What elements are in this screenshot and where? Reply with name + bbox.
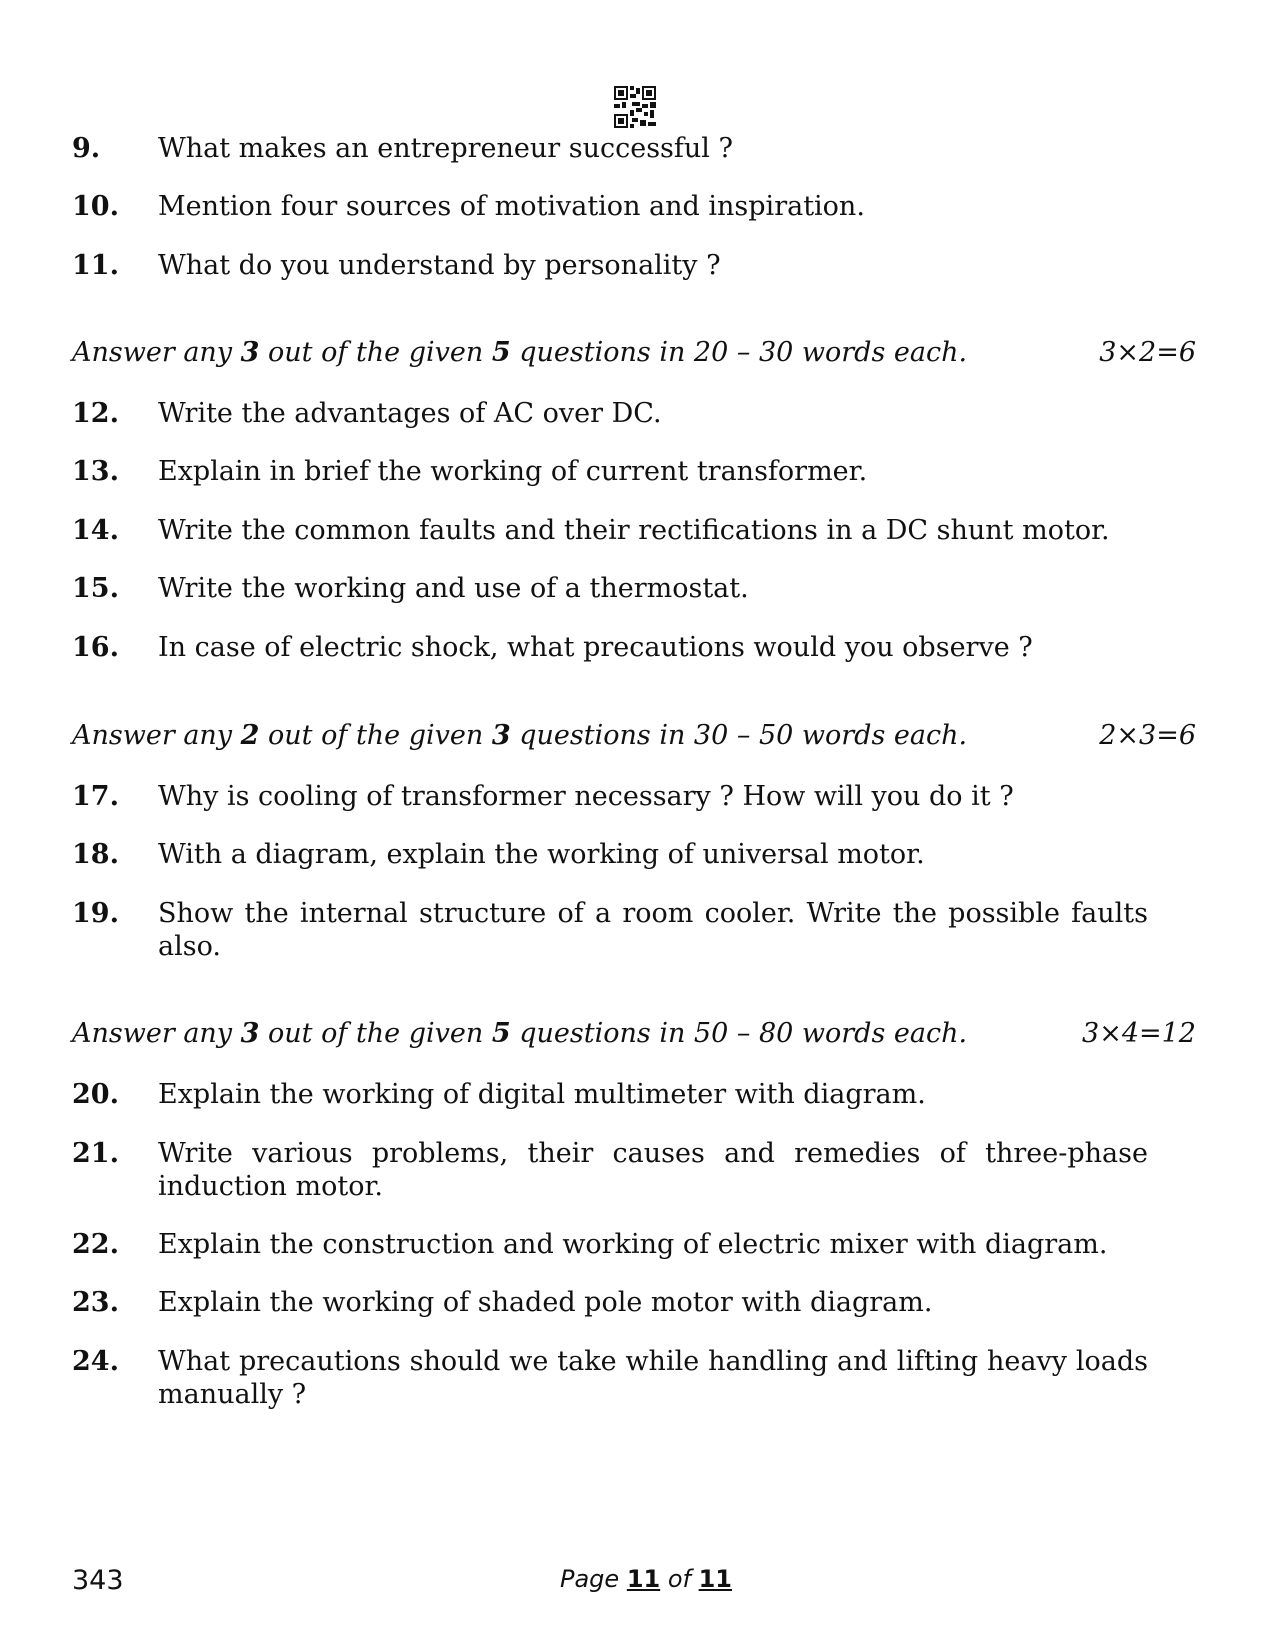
question-text: Explain in brief the working of current transformer. [158,456,868,487]
question-text: With a diagram, explain the working of universal motor. [158,839,925,870]
page-number: Page 11 of 11 [560,1565,733,1593]
question-text: Why is cooling of transformer necessary ? How will you do it ? [158,781,1014,812]
question-text: Mention four sources of motivation and inspiration. [158,191,865,222]
question-number: 20. [72,1079,119,1110]
question-number: 18. [72,839,119,870]
question-text: Write various problems, their causes and remedies of three-phase induction motor. [158,1138,1148,1202]
section-instruction: Answer any 3 out of the given 5 questions in 50 – 80 words each. 3×4=12 [72,1018,1196,1049]
question-text: Write the common faults and their rectifications in a DC shunt motor. [158,515,1110,546]
question-number: 16. [72,632,119,663]
question-text: Write the working and use of a thermostat. [158,573,749,604]
question-number: 11. [72,250,119,281]
section-marks: 3×2=6 [1099,337,1196,368]
question-text: Show the internal structure of a room cooler. Write the possible faults also. [158,898,1148,962]
question-number: 17. [72,781,119,812]
question-number: 23. [72,1287,119,1318]
section-instruction: Answer any 3 out of the given 5 questions in 20 – 30 words each. 3×2=6 [72,337,1196,368]
question-number: 9. [72,133,101,164]
section-marks: 2×3=6 [1099,720,1196,751]
question-text: Explain the construction and working of electric mixer with diagram. [158,1229,1108,1260]
question-number: 22. [72,1229,119,1260]
section-marks: 3×4=12 [1082,1018,1196,1049]
question-number: 13. [72,456,119,487]
question-text: Explain the working of digital multimeter with diagram. [158,1079,926,1110]
paper-code: 343 [72,1565,124,1596]
question-text: Explain the working of shaded pole motor with diagram. [158,1287,933,1318]
question-text: What do you understand by personality ? [158,250,721,281]
question-number: 10. [72,191,119,222]
question-number: 14. [72,515,119,546]
question-number: 12. [72,398,119,429]
question-text: Write the advantages of AC over DC. [158,398,662,429]
question-number: 21. [72,1138,119,1169]
section-instruction: Answer any 2 out of the given 3 questions in 30 – 50 words each. 2×3=6 [72,720,1196,751]
question-text: What makes an entrepreneur successful ? [158,133,733,164]
qr-code-icon [614,86,656,128]
question-number: 24. [72,1346,119,1377]
question-number: 15. [72,573,119,604]
question-text: What precautions should we take while handling and lifting heavy loads manually ? [158,1346,1148,1410]
question-number: 19. [72,898,119,929]
question-text: In case of electric shock, what precautions would you observe ? [158,632,1033,663]
